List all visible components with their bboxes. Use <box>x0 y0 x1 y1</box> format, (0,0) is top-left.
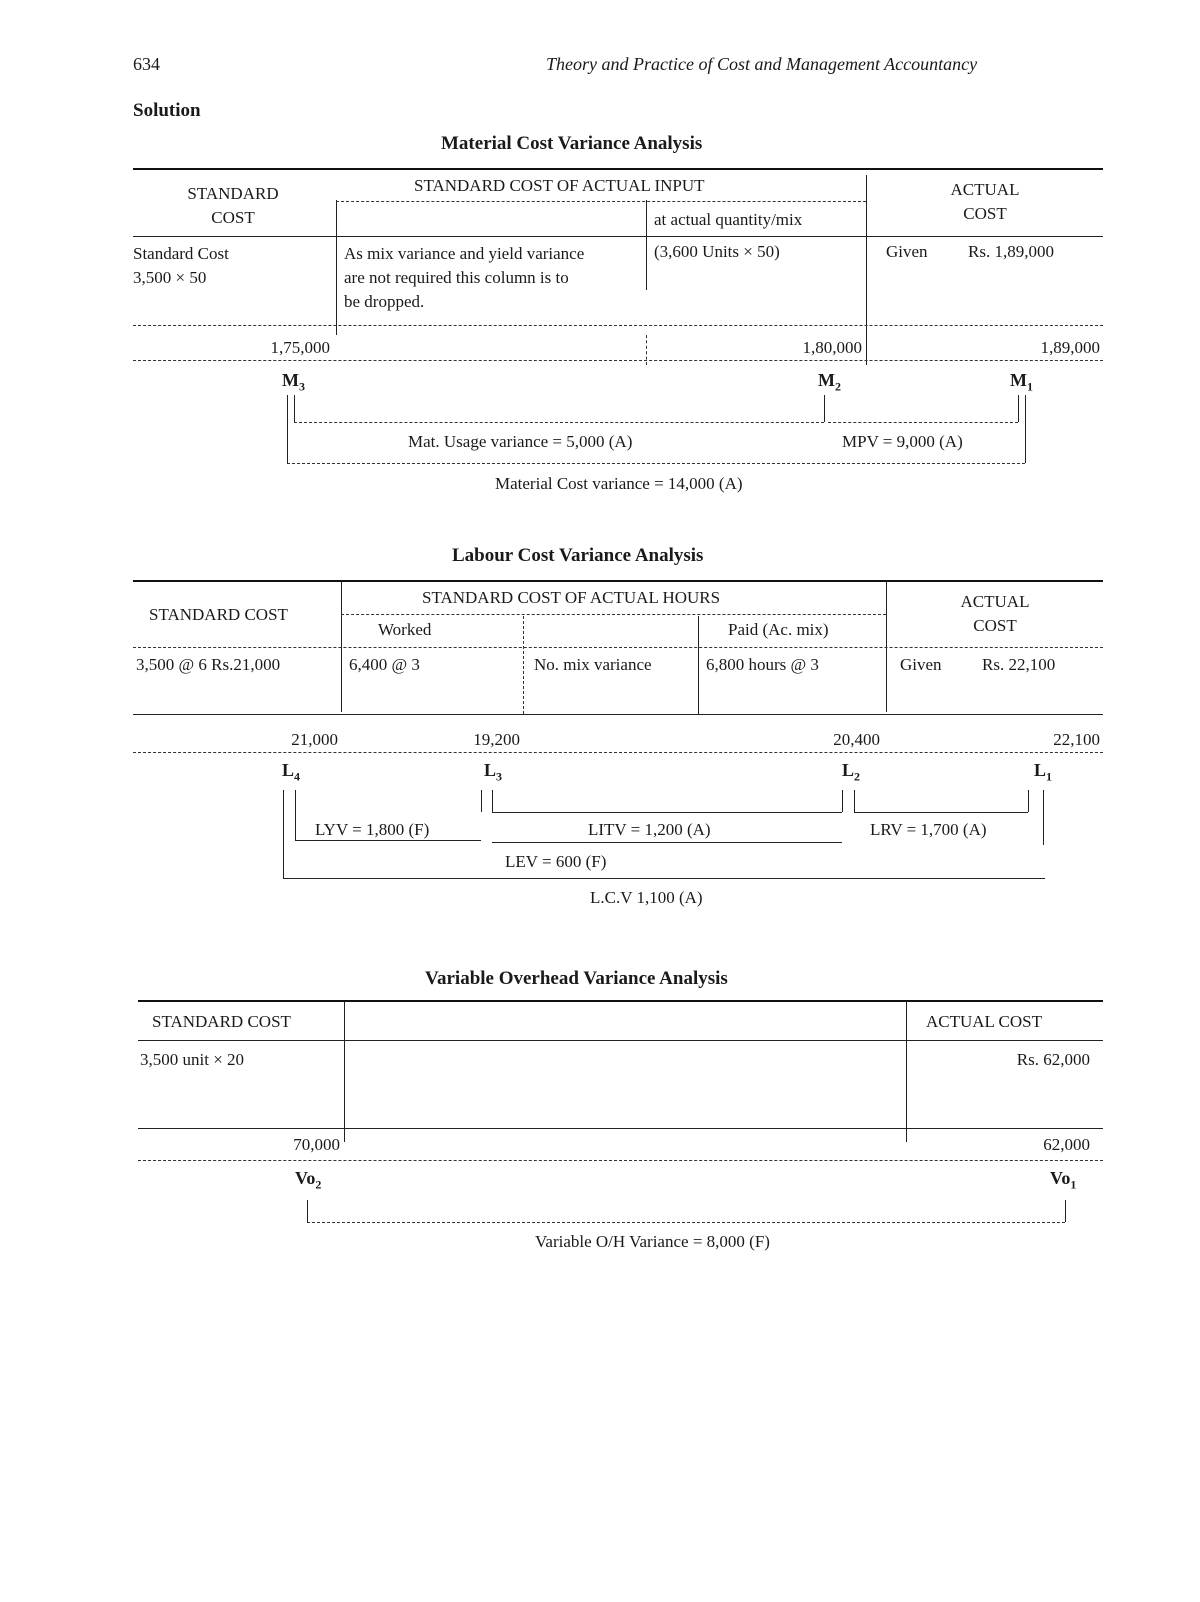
marker-l3: $L_3$ <box>484 760 503 784</box>
overhead-col-standard: STANDARD COST <box>152 1012 291 1031</box>
material-total-actual: 1,89,000 <box>1040 338 1100 357</box>
labour-sub-worked: Worked <box>378 620 432 639</box>
labour-total-standard: 21,000 <box>291 730 338 749</box>
marker-vo2: $Vo_2$ <box>295 1168 322 1192</box>
solution-heading: Solution <box>133 100 201 121</box>
labour-litv: LITV = 1,200 (A) <box>588 820 711 839</box>
labour-lcv: L.C.V 1,100 (A) <box>590 888 703 907</box>
marker-l2: $L_2$ <box>842 760 861 784</box>
material-col-standard: STANDARD COST <box>187 184 279 227</box>
material-cost-variance: Material Cost variance = 14,000 (A) <box>495 474 743 493</box>
material-title: Material Cost Variance Analysis <box>441 133 703 154</box>
labour-lyv: LYV = 1,800 (F) <box>315 820 430 839</box>
overhead-total-actual: 62,000 <box>1043 1135 1090 1154</box>
material-col-middle-sub: at actual quantity/mix <box>654 210 803 229</box>
labour-total-actual: 22,100 <box>1053 730 1100 749</box>
material-col-middle: STANDARD COST OF ACTUAL INPUT <box>414 176 705 195</box>
labour-lev: LEV = 600 (F) <box>505 852 607 871</box>
running-title: Theory and Practice of Cost and Management Accountancy <box>546 54 978 74</box>
page-number: 634 <box>133 54 160 74</box>
material-middle-note: As mix variance and yield variance are not required this column is to be dropped. <box>344 244 585 311</box>
labour-worked-detail: 6,400 @ 3 <box>349 655 420 674</box>
overhead-std-detail: 3,500 unit × 20 <box>140 1050 245 1069</box>
labour-col-standard: STANDARD COST <box>149 605 288 624</box>
marker-l1: $L_1$ <box>1034 760 1053 784</box>
labour-col-actual: ACTUAL COST <box>960 592 1030 635</box>
overhead-actual-detail: Rs. 62,000 <box>1016 1050 1090 1069</box>
material-price-variance: MPV = 9,000 (A) <box>842 432 963 451</box>
labour-total-paid: 20,400 <box>833 730 880 749</box>
labour-title: Labour Cost Variance Analysis <box>452 545 704 566</box>
marker-m1: $M_1$ <box>1010 370 1033 394</box>
marker-m2: $M_2$ <box>818 370 841 394</box>
overhead-variance: Variable O/H Variance = 8,000 (F) <box>535 1232 770 1251</box>
labour-given-label: Given <box>900 655 942 674</box>
overhead-title: Variable Overhead Variance Analysis <box>425 968 728 989</box>
labour-std-detail: 3,500 @ 6 Rs.21,000 <box>136 655 281 674</box>
marker-l4: $L_4$ <box>282 760 301 784</box>
material-total-standard: 1,75,000 <box>270 338 330 357</box>
material-given-label: Given <box>886 242 928 261</box>
marker-vo1: $Vo_1$ <box>1050 1168 1077 1192</box>
labour-sub-paid: Paid (Ac. mix) <box>728 620 829 639</box>
labour-mix-detail: No. mix variance <box>534 655 652 674</box>
material-usage-variance: Mat. Usage variance = 5,000 (A) <box>408 432 633 451</box>
material-std-detail: Standard Cost 3,500 × 50 <box>133 244 229 287</box>
labour-paid-detail: 6,800 hours @ 3 <box>706 655 819 674</box>
material-total-actual-input: 1,80,000 <box>802 338 862 357</box>
material-given-value: Rs. 1,89,000 <box>968 242 1054 261</box>
labour-total-worked: 19,200 <box>473 730 520 749</box>
labour-col-middle: STANDARD COST OF ACTUAL HOURS <box>422 588 721 607</box>
marker-m3: $M_3$ <box>282 370 305 394</box>
labour-lrv: LRV = 1,700 (A) <box>870 820 987 839</box>
overhead-total-standard: 70,000 <box>293 1135 340 1154</box>
material-actual-input-detail: (3,600 Units × 50) <box>654 242 780 261</box>
labour-given-value: Rs. 22,100 <box>982 655 1056 674</box>
material-col-actual: ACTUAL COST <box>950 180 1020 223</box>
overhead-col-actual: ACTUAL COST <box>926 1012 1043 1031</box>
